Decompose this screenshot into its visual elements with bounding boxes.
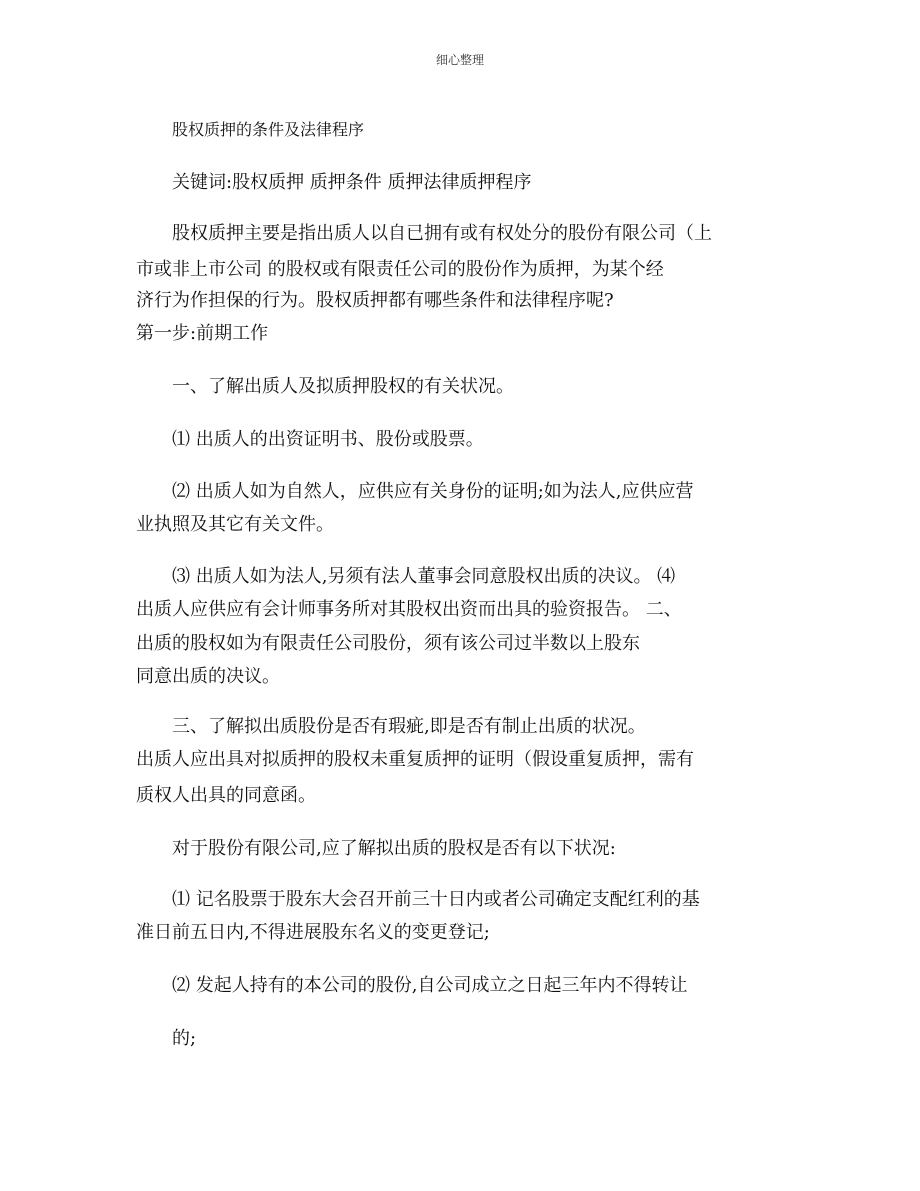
document-title: 股权质押的条件及法律程序: [172, 120, 365, 139]
section3-line-2: 出质人应出具对拟质押的股权未重复质押的证明（假设重复质押，需有: [136, 749, 694, 770]
item-3-line-3: 出质的股权如为有限责任公司股份，须有该公司过半数以上股东: [136, 633, 640, 654]
page-header: 细心整理: [435, 53, 484, 67]
item-2-line-2: 业执照及其它有关文件。: [136, 514, 334, 535]
section3-line-1: 三、了解拟出质股份是否有瑕疵,即是否有制止出质的状况。: [172, 716, 646, 737]
joint-stock-intro: 对于股份有限公司,应了解拟出质的股权是否有以下状况:: [172, 838, 616, 859]
condition-1-line-2: 准日前五日内,不得进展股东名义的变更登记;: [136, 922, 490, 943]
item-3-line-1: ⑶ 出质人如为法人,另须有法人董事会同意股权出质的决议。 ⑷: [172, 566, 676, 587]
keywords-line: 关键词:股权质押 质押条件 质押法律质押程序: [172, 172, 532, 193]
intro-line-3: 济行为作担保的行为。股权质押都有哪些条件和法律程序呢?: [136, 290, 614, 311]
condition-2-line-1: ⑵ 发起人持有的本公司的股份,自公司成立之日起三年内不得转让: [172, 975, 688, 996]
section1-heading: 一、了解出质人及拟质押股权的有关状况。: [172, 376, 514, 397]
item-3-line-4: 同意出质的决议。: [136, 666, 280, 687]
item-3-line-2: 出质人应供应有会计师事务所对其股权出资而出具的验资报告。 二、: [136, 599, 682, 620]
step1-heading: 第一步:前期工作: [136, 323, 269, 344]
section3-line-3: 质权人出具的同意函。: [136, 785, 316, 806]
item-2-line-1: ⑵ 出质人如为自然人，应供应有关身份的证明;如为法人,应供应营: [172, 481, 694, 502]
condition-1-line-1: ⑴ 记名股票于股东大会召开前三十日内或者公司确定支配红利的基: [172, 889, 700, 910]
intro-line-1: 股权质押主要是指出质人以自已拥有或有权处分的股份有限公司（上: [172, 223, 712, 244]
condition-2-line-2: 的;: [172, 1028, 197, 1049]
item-1: ⑴ 出质人的出资证明书、股份或股票。: [172, 429, 484, 450]
intro-line-2: 市或非上市公司 的股权或有限责任公司的股份作为质押，为某个经: [136, 259, 664, 280]
